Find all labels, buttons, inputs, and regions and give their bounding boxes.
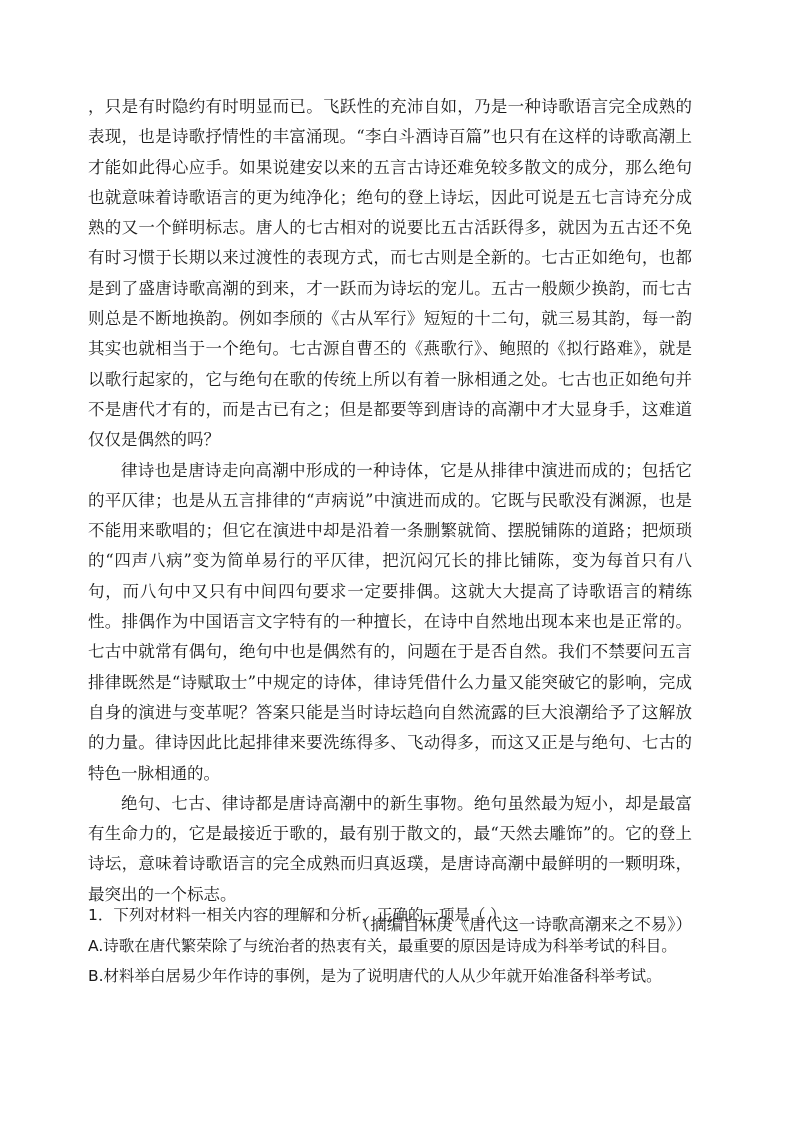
passage-paragraph-2: 律诗也是唐诗走向高潮中形成的一种诗体，它是从排律中演进而成的；包括它的平仄律；也是从五言排律的“声病说”中演进而成的。它既与民歌没有渊源，也是不能用来歌唱的；但它在演进中却是沿着一条删繁就简、摆脱铺陈的道路；把烦琐的“四声八病”变为简单易行的平仄律，把沉闷冗长的排比铺陈，变为每首只有八句，而八句中又只有中间四句要求一定要排偶。这就大大提高了诗歌语言的精练性。排偶作为中国语言文字特有的一种擅长，在诗中自然地出现本来也是正常的。七古中就常有偶句，绝句中也是偶然有的，问题在于是否自然。我们不禁要问五言排律既然是“诗赋取士”中规定的诗体，律诗凭借什么力量又能突破它的影响，完成自身的演进与变革呢？答案只能是当时诗坛趋向自然流露的巨大浪潮给予了这解放的力量。律诗因此比起排律来要洗练得多、飞动得多，而这又正是与绝句、七古的特色一脉相通的。 (88, 460, 692, 783)
question-option-a: A.诗歌在唐代繁荣除了与统治者的热衷有关，最重要的原因是诗成为科举考试的科目。 (88, 936, 677, 955)
question-option-b: B.材料举白居易少年作诗的事例，是为了说明唐代的人从少年就开始准备科举考试。 (88, 967, 662, 985)
passage-source: （摘编自林庚《唐代这一诗歌高潮来之不易》） (353, 915, 692, 935)
passage-paragraph-1: ，只是有时隐约有时明显而已。飞跃性的充沛自如，乃是一种诗歌语言完全成熟的表现，也是诗歌抒情性的丰富涌现。“李白斗酒诗百篇”也只有在这样的诗歌高潮上才能如此得心应手。如果说建安以来的五言古诗还难免较多散文的成分，那么绝句也就意味着诗歌语言的更为纯净化；绝句的登上诗坛，因此可说是五七言诗充分成熟的又一个鲜明标志。唐人的七古相对的说要比五古活跃得多，就因为五古还不免有时习惯于长期以来过渡性的表现方式，而七古则是全新的。七古正如绝句，也都是到了盛唐诗歌高潮的到来，才一跃而为诗坛的宠儿。五古一般颇少换韵，而七古则总是不断地换韵。例如李颀的《古从军行》短短的十二句，就三易其韵，每一韵其实也就相当于一个绝句。七古源自曹丕的《燕歌行》、鲍照的《拟行路难》，就是以歌行起家的，它与绝句在歌的传统上所以有着一脉相通之处。七古也正如绝句并不是唐代才有的，而是古已有之；但是都要等到唐诗的高潮中才大显身手，这难道仅仅是偶然的吗？ (88, 97, 692, 450)
passage-paragraph-3: 绝句、七古、律诗都是唐诗高潮中的新生事物。绝句虽然最为短小，却是最富有生命力的，它是最接近于歌的，最有别于散文的，最“天然去雕饰”的。它的登上诗坛，意味着诗歌语言的完全成熟而归真返璞，是唐诗高潮中最鲜明的一颗明珠，最突出的一个标志。 (88, 793, 692, 904)
question-block (88, 900, 692, 992)
reading-passage (88, 92, 692, 940)
question-stem: 1．下列对材料一相关内容的理解和分析，正确的一项是（ ） (88, 906, 506, 924)
